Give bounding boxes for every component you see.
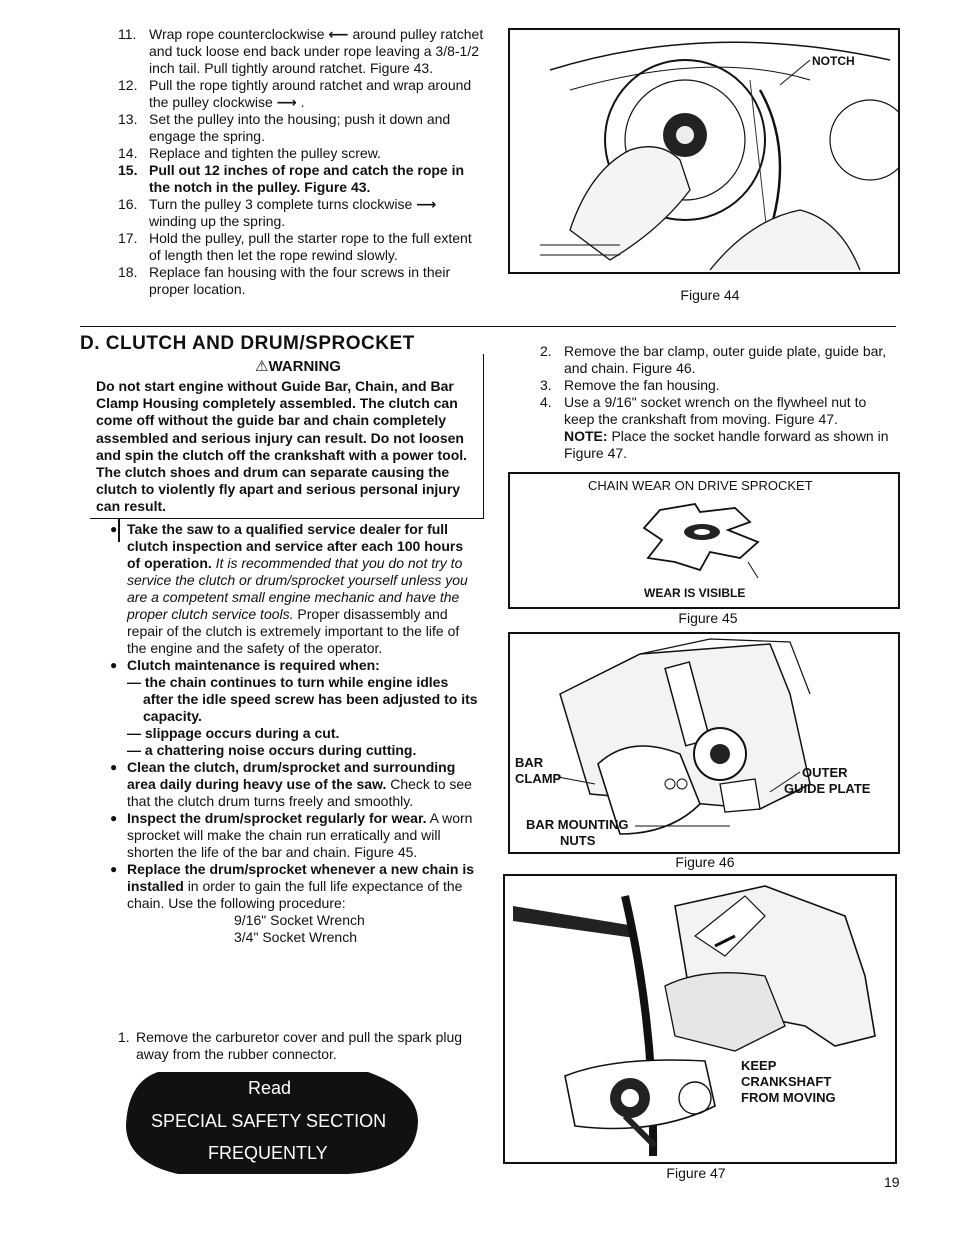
note [540,428,900,462]
step-number: 17. [118,230,138,246]
clutch-bullets [110,521,478,946]
figure-47 [503,874,897,1164]
step-text: Wrap rope counterclockwise [149,26,325,42]
bullet-item [110,810,478,861]
bullet-bold-text: Take the saw to a qualified service dealer for full clutch inspection and service after each 100 hours of operation. [127,521,464,571]
step-text: Replace fan housing with the four screws in their proper location. [149,264,451,297]
tool-item: 9/16" Socket Wrench [234,912,365,928]
bullet-item [110,759,478,810]
banner-line-2: SPECIAL SAFETY SECTION [151,1111,387,1131]
step-number: 16. [118,196,138,212]
step-17 [118,230,484,264]
bullet-bold-text: Inspect the drum/sprocket regularly for wear. [127,810,427,826]
crankshaft-label: CRANKSHAFT [741,1074,832,1089]
step-number: 14. [118,145,138,161]
clamp-label: CLAMP [515,771,562,786]
keep-label: KEEP [741,1058,777,1073]
step-number: 11. [118,26,137,42]
safety-banner [118,1070,418,1176]
step-1 [118,1029,478,1063]
step-text: Pull out 12 inches of rope and catch the rope in the notch in the pulley. Figure 43. [149,162,465,195]
step-16 [118,196,484,230]
step-number: 3. [540,377,552,393]
notch-label: NOTCH [812,54,855,68]
warning-heading [255,357,341,375]
step-11 [118,26,484,77]
step-2 [540,343,900,377]
step-text: Remove the carburetor cover and pull the spark plug away from the rubber connector. [136,1029,463,1062]
step-number: 2. [540,343,552,359]
bar-mounting-label: BAR MOUNTING [526,817,629,832]
bullet-italic-text: It is recommended that you do not try to service the clutch or drum/sprocket yourself unless you are a competent small engine mechanic and have the proper clutch service tools. [127,555,468,622]
arrow-left-icon: ⟵ [328,26,349,42]
dash-item: — the chain continues to turn while engine idles after the idle speed screw has been adjusted to its capacity. [127,674,478,724]
step-number: 1. [118,1029,130,1045]
step-15 [118,162,484,196]
step-3 [540,377,900,394]
step-text: Hold the pulley, pull the starter rope to the full extent of length then let the rope rewind slowly. [149,230,472,263]
step-text: Remove the fan housing. [564,377,720,393]
page-number: 19 [884,1174,900,1190]
warning-triangle-icon: ⚠ [255,358,269,375]
warning-heading-text: WARNING [268,358,341,375]
step-number: 4. [540,394,552,410]
step-4 [540,394,900,428]
rewind-steps [118,26,484,298]
step-text: Turn the pulley 3 complete turns clockwise [149,196,413,212]
bullet-item [110,521,478,657]
step-14 [118,145,484,162]
note-text: Place the socket handle forward as shown in Figure 47. [564,428,889,461]
tool-item: 3/4" Socket Wrench [234,929,357,945]
section-divider [80,326,896,327]
step-text: winding up the spring. [149,213,286,229]
bullet-icon: ● [110,658,118,672]
sprocket-illustration [640,500,780,580]
step-number: 18. [118,264,138,280]
bullet-text: in order to gain the full life expectance of the chain. Use the following procedure: [127,878,463,911]
step-text: . [300,94,305,110]
banner-line-3: FREQUENTLY [208,1143,328,1163]
figure-45-caption: Figure 45 [678,610,738,626]
step-18 [118,264,484,298]
step-number: 15. [118,162,138,178]
bar-label: BAR [515,755,544,770]
section-title: D. CLUTCH AND DRUM/SPROCKET [80,333,415,354]
bullet-icon: ● [110,862,118,876]
step-text: Set the pulley into the housing; push it down and engage the spring. [149,111,451,144]
outer-label: OUTER [802,765,848,780]
bullet-text: Check to see that the clutch drum turns freely and smoothly. [127,776,472,809]
step-text: Replace and tighten the pulley screw. [149,145,381,161]
dash-item: — slippage occurs during a cut. [127,725,340,741]
removal-steps [540,343,900,462]
wear-label: WEAR IS VISIBLE [644,586,746,600]
bullet-icon: ● [110,760,118,774]
figure-45-title: CHAIN WEAR ON DRIVE SPROCKET [588,478,813,493]
arrow-right-icon: ⟶ [416,196,437,212]
figure-44-caption: Figure 44 [680,287,740,303]
dash-item: — a chattering noise occurs during cutting. [127,742,417,758]
bullet-icon: ● [110,522,118,536]
socket-wrench-illustration [505,876,895,1162]
bullet-text: A worn sprocket will make the chain run erratically and will shorten the life of the bar and chain. Figure 45. [127,810,473,860]
step-13 [118,111,484,145]
step-text: around pulley ratchet and tuck loose end back under rope leaving a 3/8-1/2 inch tail. Pull tightly around ratchet. Figure 43. [149,26,484,76]
from-moving-label: FROM MOVING [741,1090,836,1105]
step-number: 12. [118,77,138,93]
step-text: Remove the bar clamp, outer guide plate, guide bar, and chain. Figure 46. [564,343,887,376]
bullet-bold-text: Clean the clutch, drum/sprocket and surrounding area daily during heavy use of the saw. [127,759,456,792]
figure-46-caption: Figure 46 [675,854,735,870]
figure-46 [508,632,900,854]
figure-47-caption: Figure 47 [666,1165,726,1181]
banner-line-1: Read [248,1078,292,1098]
nuts-label: NUTS [560,833,596,848]
bullet-item [110,657,478,674]
figure-44 [508,28,900,274]
step-12 [118,77,484,111]
arrow-right-icon: ⟶ [276,94,297,110]
bullet-bold-text: Clutch maintenance is required when: [127,657,380,673]
step-text: Use a 9/16" socket wrench on the flywheel nut to keep the crankshaft from moving. Figure 47. [564,394,867,427]
note-label: NOTE: [564,428,608,444]
warning-text: Do not start engine without Guide Bar, Chain, and Bar Clamp Housing completely assembled. The clutch can come off without the guide bar and chain completely assembled and serious injury can result. Do not loosen and spin the clutch off the crankshaft with a power tool. The clutch shoes and drum can separate causing the clutch to violently fly apart and serious personal injury can result. [96,378,468,515]
bullet-bold-text: Replace the drum/sprocket whenever a new chain is installed [127,861,475,894]
figure-45 [508,472,900,609]
bullet-icon: ● [110,811,118,825]
step-text: Pull the rope tightly around ratchet and wrap around the pulley clockwise [149,77,472,110]
bullet-item [110,861,478,912]
step-number: 13. [118,111,138,127]
bullet-text: Proper disassembly and repair of the clutch is extremely important to the life of the engine and the safety of the operator. [127,606,460,656]
guide-plate-label: GUIDE PLATE [784,781,871,796]
